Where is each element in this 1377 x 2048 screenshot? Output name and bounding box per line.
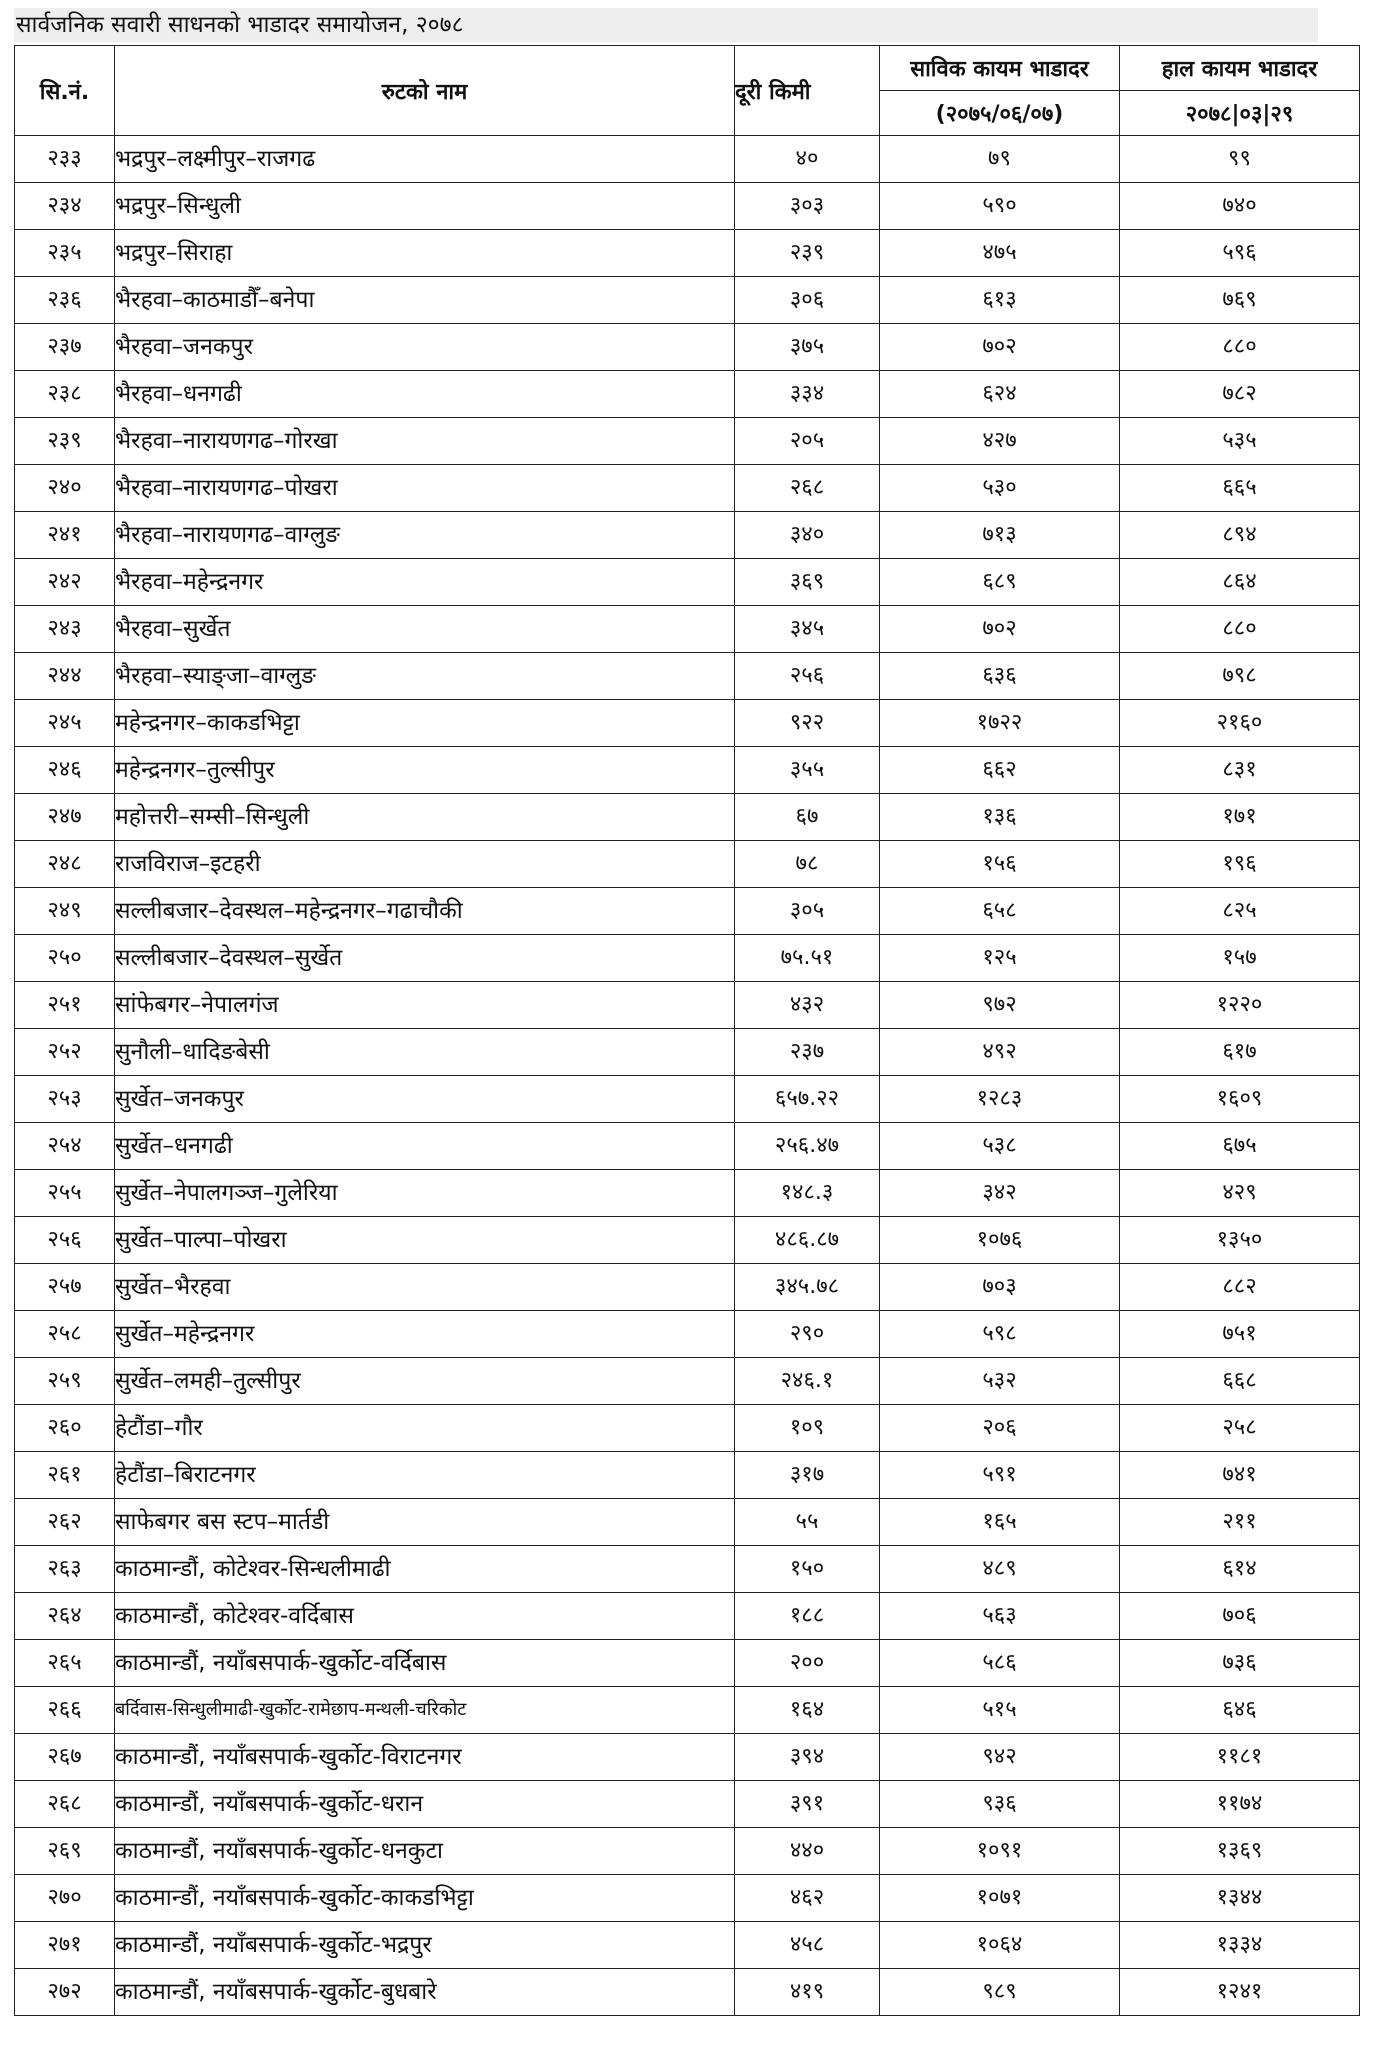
cell-old-fare: ५९१	[880, 1452, 1120, 1499]
cell-serial: २५०	[15, 935, 115, 982]
cell-old-fare: ५३२	[880, 1358, 1120, 1405]
cell-distance: २६८	[735, 465, 880, 512]
cell-new-fare: ६१४	[1120, 1546, 1360, 1593]
table-row	[15, 418, 1360, 465]
cell-route: सल्लीबजार–देवस्थल–सुर्खेत	[115, 935, 735, 982]
cell-route: साफेबगर बस स्टप–मार्तडी	[115, 1499, 735, 1546]
cell-old-fare: ५९०	[880, 183, 1120, 230]
cell-route: महोत्तरी–सम्सी–सिन्धुली	[115, 794, 735, 841]
cell-new-fare: ६७५	[1120, 1123, 1360, 1170]
cell-serial: २५७	[15, 1264, 115, 1311]
cell-route: काठमान्डौं, नयाँबसपार्क-खुर्कोट-वर्दिबास	[115, 1640, 735, 1687]
cell-old-fare: १३६	[880, 794, 1120, 841]
cell-serial: २३५	[15, 230, 115, 277]
cell-route: सुर्खेत–धनगढी	[115, 1123, 735, 1170]
cell-distance: १४८.३	[735, 1170, 880, 1217]
cell-serial: २३७	[15, 324, 115, 371]
cell-serial: २४७	[15, 794, 115, 841]
cell-new-fare: १९६	[1120, 841, 1360, 888]
cell-old-fare: १२५	[880, 935, 1120, 982]
cell-distance: १६४	[735, 1687, 880, 1734]
page-title: सार्वजनिक सवारी साधनको भाडादर समायोजन, २०७८	[14, 8, 1318, 42]
cell-route: सुर्खेत–नेपालगञ्ज–गुलेरिया	[115, 1170, 735, 1217]
table-row	[15, 324, 1360, 371]
table-row	[15, 1217, 1360, 1264]
table-row	[15, 888, 1360, 935]
cell-route: भद्रपुर–सिराहा	[115, 230, 735, 277]
cell-route: काठमान्डौं, नयाँबसपार्क-खुर्कोट-धनकुटा	[115, 1828, 735, 1875]
table-row	[15, 1546, 1360, 1593]
cell-new-fare: ८९४	[1120, 512, 1360, 559]
table-row	[15, 841, 1360, 888]
cell-distance: ३०६	[735, 277, 880, 324]
cell-distance: ३३४	[735, 371, 880, 418]
table-row	[15, 935, 1360, 982]
cell-distance: ३४५	[735, 606, 880, 653]
cell-old-fare: ७०२	[880, 606, 1120, 653]
cell-serial: २४९	[15, 888, 115, 935]
cell-serial: २७०	[15, 1875, 115, 1922]
table-row	[15, 277, 1360, 324]
cell-route: सुर्खेत–लमही–तुल्सीपुर	[115, 1358, 735, 1405]
cell-route: भैरहवा–सुर्खेत	[115, 606, 735, 653]
cell-new-fare: ४२९	[1120, 1170, 1360, 1217]
cell-distance: ३०३	[735, 183, 880, 230]
header-serial: सि.नं.	[15, 46, 115, 136]
cell-serial: २५९	[15, 1358, 115, 1405]
table-row	[15, 1358, 1360, 1405]
cell-route: भद्रपुर–लक्ष्मीपुर–राजगढ	[115, 136, 735, 183]
table-row	[15, 1640, 1360, 1687]
cell-distance: ४५८	[735, 1922, 880, 1969]
cell-new-fare: ७३६	[1120, 1640, 1360, 1687]
cell-serial: २६१	[15, 1452, 115, 1499]
cell-old-fare: ४२७	[880, 418, 1120, 465]
cell-route: काठमान्डौं, कोटेश्वर-सिन्धलीमाढी	[115, 1546, 735, 1593]
cell-route: काठमान्डौं, नयाँबसपार्क-खुर्कोट-भद्रपुर	[115, 1922, 735, 1969]
cell-old-fare: २०६	[880, 1405, 1120, 1452]
cell-route: सुर्खेत–पाल्पा–पोखरा	[115, 1217, 735, 1264]
cell-route: काठमान्डौं, कोटेश्वर-वर्दिबास	[115, 1593, 735, 1640]
cell-new-fare: २५८	[1120, 1405, 1360, 1452]
cell-distance: ४१९	[735, 1969, 880, 2016]
cell-route: सांफेबगर–नेपालगंज	[115, 982, 735, 1029]
cell-new-fare: २१६०	[1120, 700, 1360, 747]
table-row	[15, 1170, 1360, 1217]
cell-route: काठमान्डौं, नयाँबसपार्क-खुर्कोट-काकडभिट्टा	[115, 1875, 735, 1922]
cell-distance: ३७५	[735, 324, 880, 371]
cell-serial: २५२	[15, 1029, 115, 1076]
cell-old-fare: १०९१	[880, 1828, 1120, 1875]
cell-old-fare: ६३६	[880, 653, 1120, 700]
header-old-fare: साविक कायम भाडादर	[880, 46, 1120, 91]
cell-route: काठमान्डौं, नयाँबसपार्क-खुर्कोट-बुधबारे	[115, 1969, 735, 2016]
cell-new-fare: ८६४	[1120, 559, 1360, 606]
cell-serial: २४५	[15, 700, 115, 747]
table-row	[15, 1405, 1360, 1452]
cell-new-fare: १२२०	[1120, 982, 1360, 1029]
cell-route: राजविराज–इटहरी	[115, 841, 735, 888]
cell-new-fare: १३३४	[1120, 1922, 1360, 1969]
cell-old-fare: १२८३	[880, 1076, 1120, 1123]
cell-serial: २६७	[15, 1734, 115, 1781]
fare-table	[14, 45, 1360, 2016]
cell-serial: २५४	[15, 1123, 115, 1170]
cell-new-fare: १३६९	[1120, 1828, 1360, 1875]
cell-new-fare: ७५१	[1120, 1311, 1360, 1358]
cell-distance: १५०	[735, 1546, 880, 1593]
cell-old-fare: ४७५	[880, 230, 1120, 277]
cell-distance: २३९	[735, 230, 880, 277]
table-body	[15, 136, 1360, 2016]
cell-new-fare: १३५०	[1120, 1217, 1360, 1264]
cell-distance: ३०५	[735, 888, 880, 935]
cell-new-fare: ६६८	[1120, 1358, 1360, 1405]
cell-old-fare: ४८९	[880, 1546, 1120, 1593]
cell-distance: ५५	[735, 1499, 880, 1546]
cell-distance: ७५.५१	[735, 935, 880, 982]
table-row	[15, 606, 1360, 653]
cell-distance: १०९	[735, 1405, 880, 1452]
cell-new-fare: ७८२	[1120, 371, 1360, 418]
cell-old-fare: ७०३	[880, 1264, 1120, 1311]
header-distance: दूरी किमी	[735, 46, 880, 136]
header-new-fare: हाल कायम भाडादर	[1120, 46, 1360, 91]
cell-old-fare: ७०२	[880, 324, 1120, 371]
cell-distance: ३१७	[735, 1452, 880, 1499]
cell-old-fare: ३४२	[880, 1170, 1120, 1217]
cell-old-fare: ६६२	[880, 747, 1120, 794]
cell-distance: २९०	[735, 1311, 880, 1358]
cell-new-fare: ९९	[1120, 136, 1360, 183]
cell-new-fare: ११७४	[1120, 1781, 1360, 1828]
cell-old-fare: ९४२	[880, 1734, 1120, 1781]
table-row	[15, 1781, 1360, 1828]
cell-serial: २६५	[15, 1640, 115, 1687]
cell-old-fare: ९८९	[880, 1969, 1120, 2016]
cell-old-fare: ५३८	[880, 1123, 1120, 1170]
cell-route: भैरहवा–नारायणगढ–गोरखा	[115, 418, 735, 465]
table-row	[15, 1687, 1360, 1734]
cell-serial: २६२	[15, 1499, 115, 1546]
table-row	[15, 1029, 1360, 1076]
cell-old-fare: ६१३	[880, 277, 1120, 324]
cell-new-fare: ८३१	[1120, 747, 1360, 794]
cell-route: सल्लीबजार–देवस्थल–महेन्द्रनगर–गढाचौकी	[115, 888, 735, 935]
cell-old-fare: ५३०	[880, 465, 1120, 512]
table-row	[15, 230, 1360, 277]
cell-serial: २६९	[15, 1828, 115, 1875]
cell-new-fare: ७६९	[1120, 277, 1360, 324]
cell-serial: २४४	[15, 653, 115, 700]
cell-route: महेन्द्रनगर–तुल्सीपुर	[115, 747, 735, 794]
cell-serial: २६८	[15, 1781, 115, 1828]
cell-route: सुर्खेत–जनकपुर	[115, 1076, 735, 1123]
cell-route: भैरहवा–महेन्द्रनगर	[115, 559, 735, 606]
table-row	[15, 512, 1360, 559]
cell-distance: २३७	[735, 1029, 880, 1076]
cell-distance: ४०	[735, 136, 880, 183]
cell-new-fare: ५३५	[1120, 418, 1360, 465]
cell-distance: ३६९	[735, 559, 880, 606]
cell-new-fare: ८२५	[1120, 888, 1360, 935]
cell-route: सुर्खेत–महेन्द्रनगर	[115, 1311, 735, 1358]
cell-old-fare: ५१५	[880, 1687, 1120, 1734]
cell-new-fare: १३४४	[1120, 1875, 1360, 1922]
cell-old-fare: १०६४	[880, 1922, 1120, 1969]
cell-serial: २४६	[15, 747, 115, 794]
cell-serial: २३८	[15, 371, 115, 418]
cell-serial: २५६	[15, 1217, 115, 1264]
cell-old-fare: ६२४	[880, 371, 1120, 418]
cell-route: बर्दिवास-सिन्धुलीमाढी-खुर्कोट-रामेछाप-मन्थली-चरिकोट	[115, 1687, 735, 1734]
cell-serial: २६४	[15, 1593, 115, 1640]
cell-distance: ३५५	[735, 747, 880, 794]
cell-new-fare: ७४०	[1120, 183, 1360, 230]
table-row	[15, 1452, 1360, 1499]
table-row	[15, 747, 1360, 794]
cell-serial: २६०	[15, 1405, 115, 1452]
cell-old-fare: ७१३	[880, 512, 1120, 559]
cell-distance: ३४०	[735, 512, 880, 559]
table-row	[15, 136, 1360, 183]
cell-new-fare: ६४६	[1120, 1687, 1360, 1734]
cell-old-fare: ६८९	[880, 559, 1120, 606]
header-old-fare-date: (२०७५/०६/०७)	[880, 91, 1120, 136]
cell-distance: ६५७.२२	[735, 1076, 880, 1123]
cell-distance: २००	[735, 1640, 880, 1687]
cell-distance: १८८	[735, 1593, 880, 1640]
cell-old-fare: ५९८	[880, 1311, 1120, 1358]
cell-old-fare: ९३६	[880, 1781, 1120, 1828]
cell-new-fare: ५९६	[1120, 230, 1360, 277]
table-row	[15, 1311, 1360, 1358]
table-row	[15, 465, 1360, 512]
cell-route: महेन्द्रनगर–काकडभिट्टा	[115, 700, 735, 747]
cell-old-fare: १०७६	[880, 1217, 1120, 1264]
table-row	[15, 1969, 1360, 2016]
cell-serial: २५५	[15, 1170, 115, 1217]
cell-serial: २४०	[15, 465, 115, 512]
cell-old-fare: १०७१	[880, 1875, 1120, 1922]
cell-old-fare: ७९	[880, 136, 1120, 183]
cell-serial: २३६	[15, 277, 115, 324]
cell-route: हेटौंडा–गौर	[115, 1405, 735, 1452]
cell-distance: ४४०	[735, 1828, 880, 1875]
cell-old-fare: १७२२	[880, 700, 1120, 747]
table-row	[15, 1076, 1360, 1123]
cell-new-fare: ६६५	[1120, 465, 1360, 512]
table-row	[15, 183, 1360, 230]
table-row	[15, 371, 1360, 418]
table-row	[15, 1828, 1360, 1875]
cell-serial: २४३	[15, 606, 115, 653]
cell-old-fare: ४९२	[880, 1029, 1120, 1076]
cell-old-fare: ५८६	[880, 1640, 1120, 1687]
cell-distance: ६७	[735, 794, 880, 841]
table-row	[15, 1264, 1360, 1311]
cell-distance: ४३२	[735, 982, 880, 1029]
cell-new-fare: ८८२	[1120, 1264, 1360, 1311]
cell-new-fare: १७१	[1120, 794, 1360, 841]
cell-distance: ३४५.७८	[735, 1264, 880, 1311]
cell-serial: २३३	[15, 136, 115, 183]
cell-serial: २६३	[15, 1546, 115, 1593]
cell-distance: ४८६.८७	[735, 1217, 880, 1264]
cell-distance: ७८	[735, 841, 880, 888]
cell-old-fare: ६५८	[880, 888, 1120, 935]
table-header	[15, 46, 1360, 136]
cell-new-fare: ११८१	[1120, 1734, 1360, 1781]
cell-serial: २५३	[15, 1076, 115, 1123]
cell-route: भैरहवा–काठमाडौँ–बनेपा	[115, 277, 735, 324]
table-row	[15, 1499, 1360, 1546]
cell-new-fare: ८८०	[1120, 324, 1360, 371]
cell-serial: २५१	[15, 982, 115, 1029]
cell-serial: २३९	[15, 418, 115, 465]
cell-serial: २३४	[15, 183, 115, 230]
table-row	[15, 982, 1360, 1029]
cell-new-fare: १६०९	[1120, 1076, 1360, 1123]
cell-distance: ४६२	[735, 1875, 880, 1922]
table-row	[15, 1123, 1360, 1170]
table-row	[15, 559, 1360, 606]
cell-route: काठमान्डौं, नयाँबसपार्क-खुर्कोट-धरान	[115, 1781, 735, 1828]
cell-serial: २५८	[15, 1311, 115, 1358]
header-new-fare-date: २०७८|०३|२९	[1120, 91, 1360, 136]
cell-serial: २४१	[15, 512, 115, 559]
table-row	[15, 700, 1360, 747]
header-route: रुटको नाम	[115, 46, 735, 136]
cell-route: सुनौली–धादिङबेसी	[115, 1029, 735, 1076]
table-row	[15, 1734, 1360, 1781]
cell-new-fare: ६१७	[1120, 1029, 1360, 1076]
cell-old-fare: ९७२	[880, 982, 1120, 1029]
cell-distance: २४६.१	[735, 1358, 880, 1405]
table-row	[15, 794, 1360, 841]
cell-new-fare: ७९८	[1120, 653, 1360, 700]
cell-distance: २०५	[735, 418, 880, 465]
cell-serial: २७२	[15, 1969, 115, 2016]
cell-route: काठमान्डौं, नयाँबसपार्क-खुर्कोट-विराटनगर	[115, 1734, 735, 1781]
cell-old-fare: १६५	[880, 1499, 1120, 1546]
table-row	[15, 1875, 1360, 1922]
cell-serial: २४८	[15, 841, 115, 888]
cell-distance: ३९४	[735, 1734, 880, 1781]
cell-route: हेटौंडा–बिराटनगर	[115, 1452, 735, 1499]
cell-route: भैरहवा–जनकपुर	[115, 324, 735, 371]
cell-distance: ९२२	[735, 700, 880, 747]
cell-distance: २५६	[735, 653, 880, 700]
cell-new-fare: ८८०	[1120, 606, 1360, 653]
cell-distance: ३९१	[735, 1781, 880, 1828]
cell-old-fare: १५६	[880, 841, 1120, 888]
table-row	[15, 1593, 1360, 1640]
cell-new-fare: ७०६	[1120, 1593, 1360, 1640]
cell-serial: २७१	[15, 1922, 115, 1969]
cell-new-fare: २११	[1120, 1499, 1360, 1546]
cell-route: भद्रपुर–सिन्धुली	[115, 183, 735, 230]
cell-distance: २५६.४७	[735, 1123, 880, 1170]
cell-new-fare: १५७	[1120, 935, 1360, 982]
cell-serial: २६६	[15, 1687, 115, 1734]
cell-serial: २४२	[15, 559, 115, 606]
cell-new-fare: ७४१	[1120, 1452, 1360, 1499]
cell-route: भैरहवा–स्याङ्जा–वाग्लुङ	[115, 653, 735, 700]
table-row	[15, 1922, 1360, 1969]
cell-new-fare: १२४१	[1120, 1969, 1360, 2016]
cell-old-fare: ५६३	[880, 1593, 1120, 1640]
table-row	[15, 653, 1360, 700]
cell-route: भैरहवा–नारायणगढ–वाग्लुङ	[115, 512, 735, 559]
cell-route: सुर्खेत–भैरहवा	[115, 1264, 735, 1311]
cell-route: भैरहवा–नारायणगढ–पोखरा	[115, 465, 735, 512]
cell-route: भैरहवा–धनगढी	[115, 371, 735, 418]
